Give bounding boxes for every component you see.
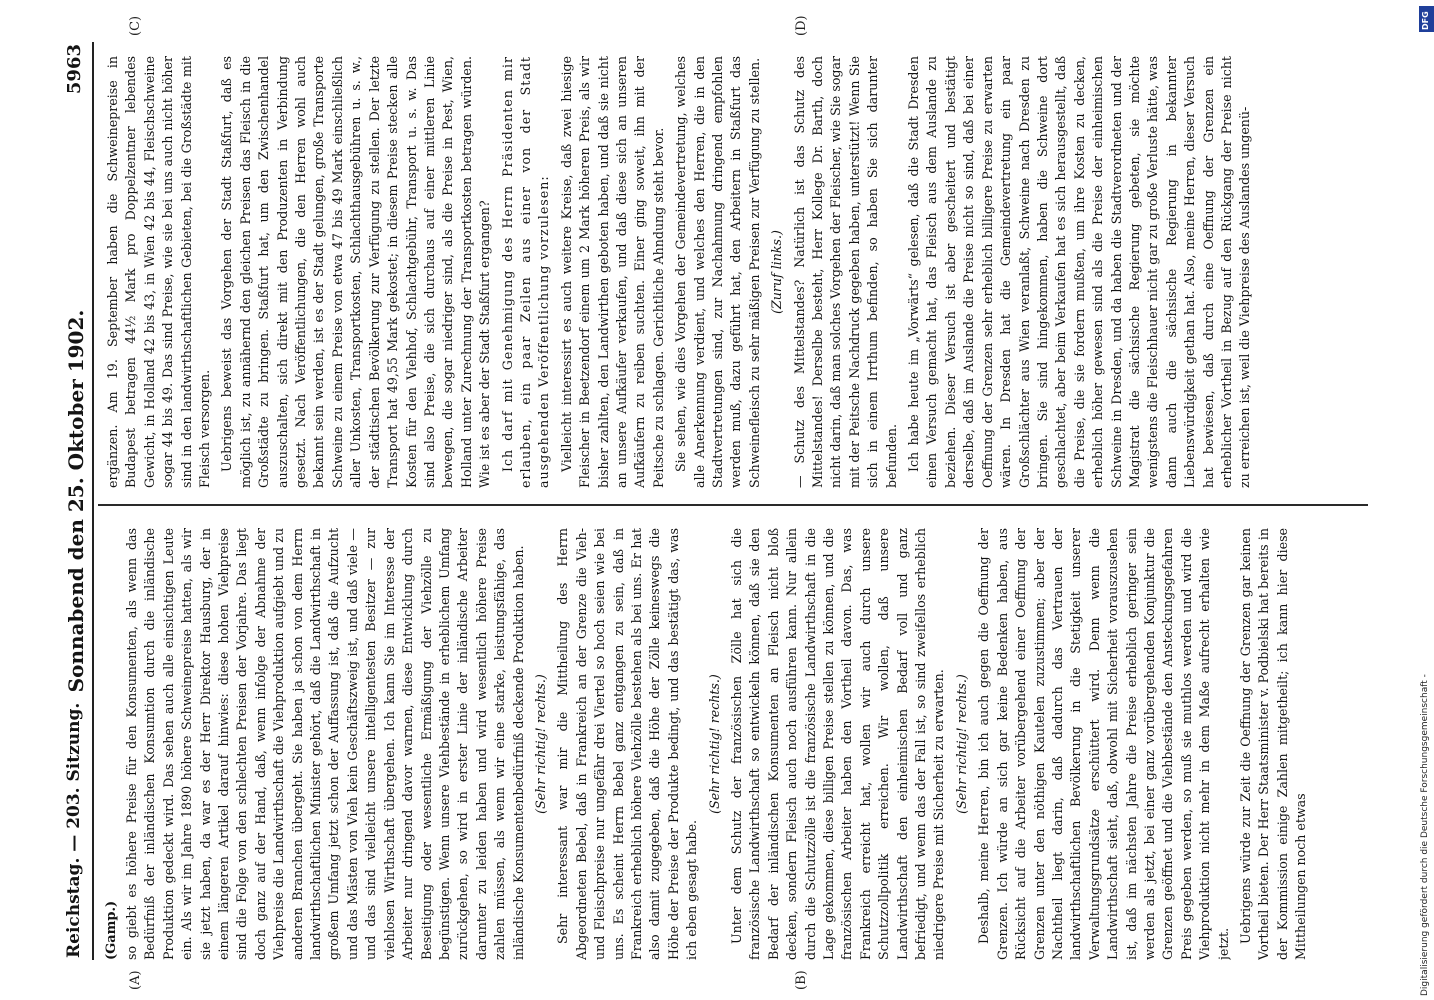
remark: (Sehr richtig! rechts.): [706, 674, 722, 814]
paragraph: so giebt es höhere Preise für den Konsumenten, als wenn das Bedürfniß der inländischen Konsumtion durch die inländische Produktion gedeckt wird. Das sehen auch alle einsichtigen Leute ein. Als wir im Jahre 1890 höhere Schweinepreise hatten, als wir sie jetzt haben, da war es der Herr Direktor Hausburg, der in einem längeren Artikel darauf hinwies: diese hohen Viehpreise sind die Folge von den schlechten Preisen der Vorjahre. Das liegt doch ganz auf der Hand, daß, wenn infolge der Abnahme der Viehpreise die Landwirthschaft die Viehproduktion aufgiebt und zu anderen Branchen übergeht. Sie haben ja schon von dem Herrn landwirthschaftlichen Minister gehört, daß die Landwirthschaft in großem Umfang jetzt schon der Auffassung ist, daß die Aufzucht und das Mästen von Vieh kein Geschäftszweig ist, und daß viele — und das sind vielleicht unsere intelligentesten Besitzer — zur viehlosen Wirthschaft übergehen. Ich kann Sie im Interesse der Arbeiter nur dringend davor warnen, diese Entwicklung durch Beseitigung oder wesentliche Ermäßigung der Viehzölle zu begünstigen. Wenn unsere Viehbestände in erheblichem Umfang zurückgehen, so wird in erster Linie der inländische Arbeiter darunter zu leiden haben und wird wesentlich höhere Preise zahlen müssen, als wenn wir eine starke, leistungsfähige, das inländische Konsumentenbedürfniß deckende Produktion haben.: [124, 528, 526, 960]
paragraph: Sie sehen, wie dies Vorgehen der Gemeindevertretung, welches alle Anerkennung verdient, und welches den Herren, die in den Stadtvertretungen sind, zur Nachahmung dringend empfohlen werden muß, dazu geführt hat, den Arbeitern in Staßfurt das Schweinefleisch zu sehr mäßigen Preisen zur Verfügung zu stellen.: [673, 56, 762, 488]
digitization-credit: [1419, 0, 1434, 1000]
paragraph: Unter dem Schutz der französischen Zölle hat sich die französische Landwirthschaft so entwickeln können, daß sie den Bedarf der inländischen Konsumenten an Fleisch nicht bloß decken, sondern Fleisch auch noch ausführen kann. Nur allein durch die Schutzzölle ist die französische Landwirthschaft in die Lage gekommen, diese billigen Preise stellen zu können, und die französischen Arbeiter haben den Vortheil davon. Das, was Frankreich erreicht hat, wollen wir auch durch unsere Schutzzollpolitik erreichen. Wir wollen, daß unsere Landwirthschaft den einheimischen Bedarf voll und ganz befriedigt, und wenn das der Fall ist, so sind zweifellos erheblich niedrigere Preise mit Sicherheit zu erwarten.: [729, 528, 947, 960]
right-column: [104, 56, 1374, 488]
page-number: 5963: [64, 44, 85, 95]
header-date: Sonnabend den 25. Oktober 1902.: [64, 309, 88, 693]
margin-marker-d: (D): [794, 15, 809, 36]
left-column: [104, 528, 1374, 960]
paragraph: Ich darf mit Genehmigung des Herrn Präsidenten mir erlauben, ein paar Zeilen aus einer von der Stadt ausgehenden Veröffentlichung vorzulesen:: [499, 56, 552, 488]
header-left: Reichstag. — 203. Sitzung.: [64, 702, 84, 958]
margin-marker-a: (A): [128, 970, 143, 990]
dfg-logo-text: DFG: [1421, 11, 1430, 30]
remark: (Sehr richtig! rechts.): [532, 674, 548, 814]
paragraph: Uebrigens beweist das Vorgehen der Stadt Staßfurt, daß es möglich ist, zu annähernd den gleichen Preisen das Fleisch in die Großstädte zu bringen. Staßfurt hat, um den Zwischenhandel auszuschalten, sich direkt mit den Produzenten in Verbindung gesetzt. Nach Veröffentlichungen, die den Herren wohl auch bekannt sein werden, ist es der Stadt gelungen, große Transporte Schweine zu einem Preise von etwa 47 bis 49 Mark einschließlich aller Unkosten, Transportkosten, Schlachthausgebühren u. s. w., der städtischen Bevölkerung zur Verfügung zu stellen. Der letzte Transport hat 49,55 Mark gekostet; in diesem Preise stecken alle Kosten für den Viehhof, Schlachtgebühr, Transport u. s. w. Das sind also Preise, die sich durchaus auf einer mittleren Linie bewegen, die sogar niedriger sind, als die Preise in Pest, Wien, Holland unter Zurechnung der Transportkosten betragen würden. Wie ist es aber der Stadt Staßfurt ergangen?: [219, 56, 493, 488]
margin-marker-c: (C): [128, 15, 143, 36]
paragraph: Deshalb, meine Herren, bin ich auch gegen die Oeffnung der Grenzen. Ich würde an sich gar keine Bedenken haben, aus Rücksicht auf die Arbeiter vorübergehend einer Oeffnung der Grenzen unter den nöthigen Kautelen zuzustimmen; aber der Nachtheil liegt darin, daß dadurch das Vertrauen der landwirthschaftlichen Bevölkerung in die Stetigkeit unserer Verwaltungsgrundsätze erschüttert wird. Denn wenn die Landwirthschaft sieht, daß, obwohl mit Sicherheit vorauszusehen ist, daß im nächsten Jahre die Preise erheblich geringer sein werden als jetzt, bei einer ganz vorübergehenden Konjunktur die Grenzen geöffnet und die Viehbestände den Ansteckungsgefahren Preis gegeben werden, so muß sie muthlos werden und wird die Viehproduktion nicht mehr in dem Maße aufrecht erhalten wie jetzt.: [976, 528, 1231, 960]
paragraph: Uebrigens würde zur Zeit die Oeffnung der Grenzen gar keinen Vortheil bieten. Der Herr Staatsminister v. Podbielski hat bereits in der Kommission einige Zahlen mitgetheilt; ich kann hier diese Mittheilungen noch etwas: [1237, 528, 1309, 960]
margin-marker-b: (B): [794, 970, 809, 990]
page-header: [58, 42, 94, 960]
quoted-text: Vielleicht interessirt es auch weitere Kreise, daß zwei hiesige Fleischer in Beetzendorf einem um 2 Mark höheren Preis, als wir bisher zahlten, den Landwirthen geboten haben, und daß sie nicht an unsere Aufkäufer verkaufen, und daß diese sich an unseren Aufkäufern zu reiben suchten. Einer ging soweit, ihn mit der Peitsche zu schlagen. Gerichtliche Ahndung steht bevor.: [558, 56, 666, 488]
dfg-logo-icon: [1419, 6, 1434, 32]
page-content: [58, 15, 1378, 990]
credit-text: Digitalisierung gefördert durch die Deutsche Forschungsgemeinschaft -: [1420, 674, 1430, 996]
paragraph: Sehr interessant war mir die Mittheilung des Herrn Abgeordneten Bebel, daß in Frankreich an der Grenze die Vieh- und Fleischpreise nur ungefähr drei Viertel so hoch seien wie bei uns. Es scheint Herrn Bebel ganz entgangen zu sein, daß in Frankreich erheblich höhere Viehzölle bestehen als bei uns. Er hat also damit zugegeben, daß die Höhe der Zölle keineswegs die Höhe der Preise der Produkte bedingt, und das bestätigt das, was ich eben gesagt habe.: [555, 528, 700, 960]
paragraph: ergänzen. Am 19. September haben die Schweinepreise in Budapest betragen 44½ Mark pro Doppelzentner lebendes Gewicht, in Holland 42 bis 43, in Wien 42 bis 44, Fleischschweine sogar 44 bis 49. Das sind Preise, wie sie bei uns auch nicht höher sind in den landwirthschaftlichen Gebieten, bei die Großstädte mit Fleisch versorgen.: [105, 56, 213, 488]
paragraph: Ich habe heute im „Vorwärts“ gelesen, daß die Stadt Dresden einen Versuch gemacht hat, das Fleisch aus dem Auslande zu beziehen. Dieser Versuch ist aber gescheitert und bestätigt derselbe, daß im Auslande die Preise nicht so sind, daß bei einer Oeffnung der Grenzen sehr erheblich billigere Preise zu erwarten wären. In Dresden hat die Gemeindevertretung ein paar Großschlächter aus Wien veranlaßt, Schweine nach Dresden zu bringen. Sie sind hingekommen, haben die Schweine dort geschlachtet, aber beim Verkaufen hat es sich herausgestellt, daß die Preise, die sie fordern mußten, um ihre Kosten zu decken, erheblich höher gewesen sind als die Preise der einheimischen Schweine in Dresden, und da haben die Stadtverordneten und der Magistrat die sächsische Regierung gebeten, sie möchte wenigstens die Fleischhauer nicht gar zu große Verluste hätte, was dann auch die sächsische Regierung in bekannter Liebenswürdigkeit gethan hat. Also, meine Herren, dieser Versuch hat bewiesen, daß durch eine Oeffnung der Grenzen ein erheblicher Vortheil in Bezug auf den Rückgang der Preise nicht zu erreichen ist, weil die Viehpreise des Auslandes ungenü-: [906, 56, 1253, 488]
column-divider: [98, 504, 1368, 506]
speaker-label: (Gamp.): [104, 900, 119, 960]
paragraph: — Schutz des Mittelstandes? Natürlich ist das Schutz des Mittelstandes! Derselbe besteht, Herr Kollege Dr. Barth, doch nicht darin, daß man solches Vorgehen der Fleischer, wie Sie sogar mit der Peitsche Nachdruck gegeben haben, unterstützt! Wenn Sie sich in einem Irrthum befinden, so haben Sie sich darunter befunden.: [791, 56, 899, 488]
remark: (Zuruf links.): [769, 230, 785, 314]
remark: (Sehr richtig! rechts.): [953, 674, 969, 814]
